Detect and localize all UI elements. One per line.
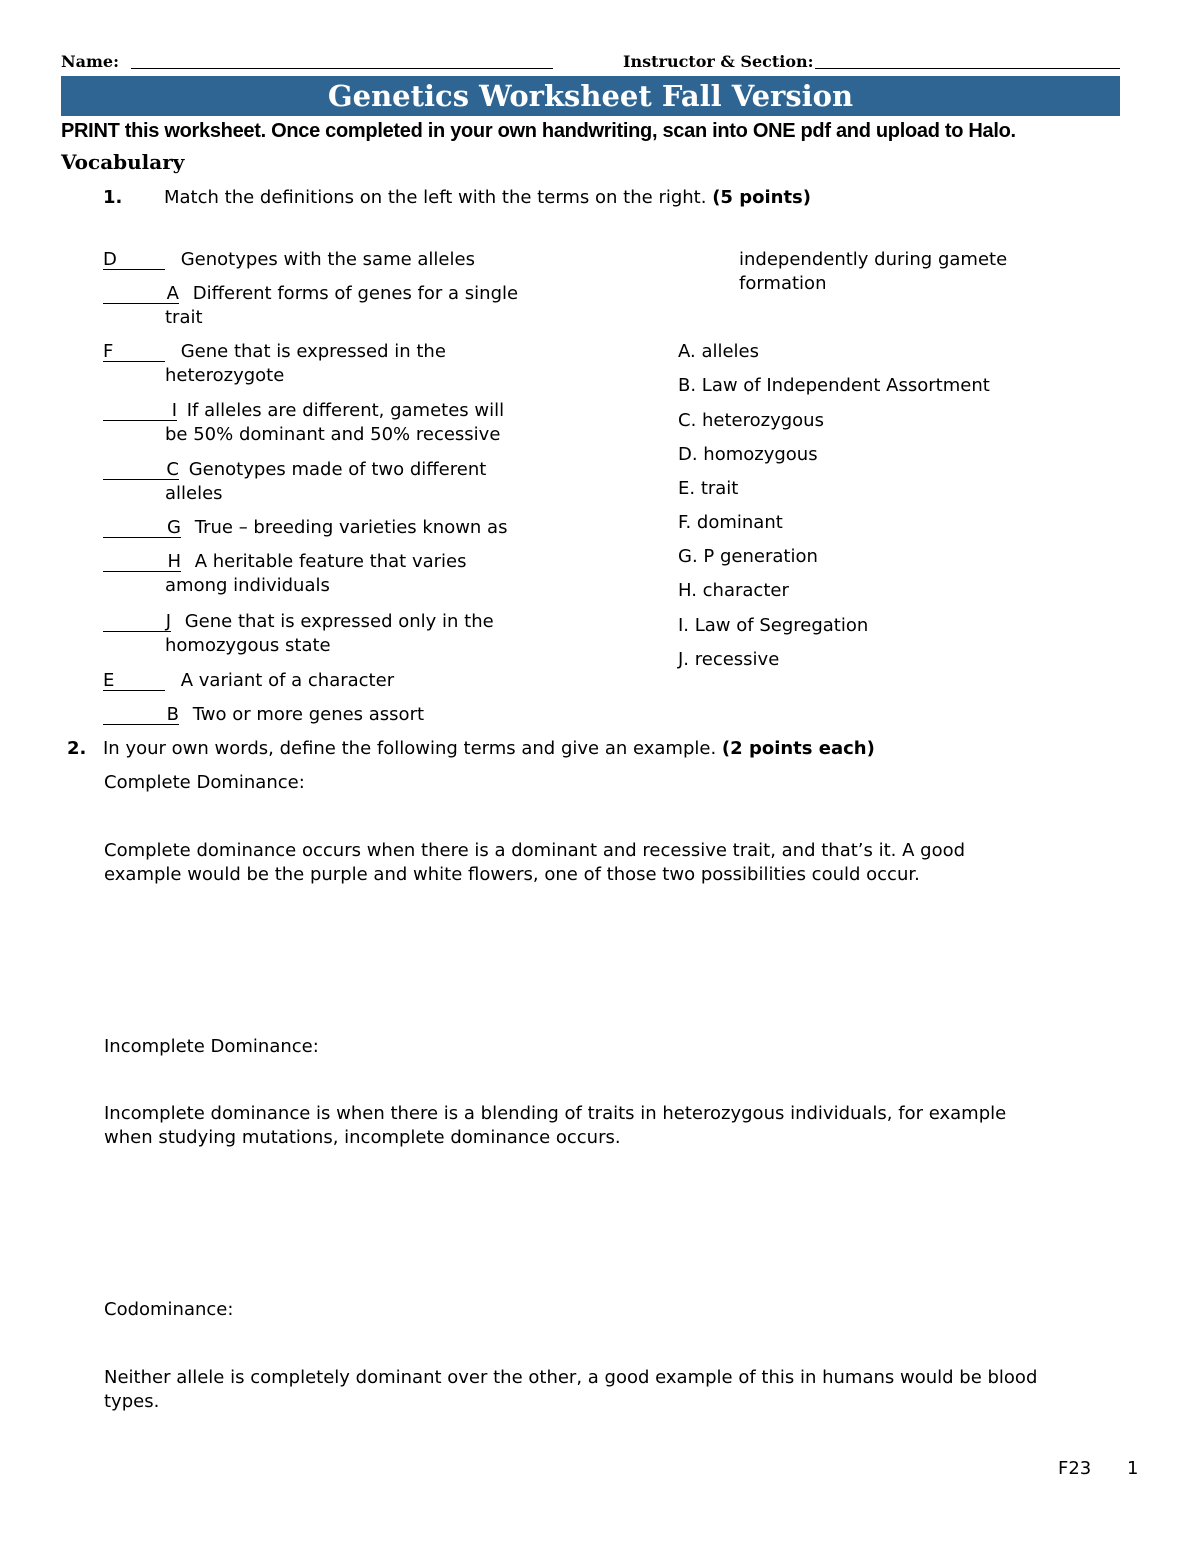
answer-blank[interactable] bbox=[103, 672, 165, 691]
definition-text: If alleles are different, gametes will bbox=[186, 400, 505, 421]
definition-text-cont: alleles bbox=[165, 483, 223, 504]
term-item: C. heterozygous bbox=[678, 410, 824, 431]
answer-blank[interactable] bbox=[103, 613, 171, 632]
answer-line: example would be the purple and white flowers, one of those two possibilities could occur. bbox=[104, 864, 920, 885]
term-label-codominance: Codominance: bbox=[104, 1299, 234, 1320]
term-label-incomplete-dominance: Incomplete Dominance: bbox=[104, 1036, 319, 1057]
definition-text: A heritable feature that varies bbox=[194, 551, 467, 572]
definition-item bbox=[103, 248, 563, 272]
footer-code: F23 bbox=[1058, 1458, 1092, 1479]
q1-prompt bbox=[164, 186, 811, 210]
definition-overflow bbox=[739, 248, 1007, 296]
term-item: D. homozygous bbox=[678, 444, 818, 465]
definition-item bbox=[103, 516, 563, 540]
title-banner bbox=[61, 76, 1120, 116]
answer-blank[interactable] bbox=[103, 706, 179, 725]
answer-codominance bbox=[104, 1366, 1144, 1414]
name-field-line[interactable] bbox=[131, 54, 553, 69]
definition-text: True – breeding varieties known as bbox=[194, 517, 508, 538]
term-item: A. alleles bbox=[678, 341, 759, 362]
definition-text-cont: heterozygote bbox=[165, 365, 285, 386]
answer-blank[interactable] bbox=[103, 251, 165, 270]
definition-text-cont: trait bbox=[165, 307, 203, 328]
instructor-section-label-text: Instructor & Section: bbox=[623, 52, 814, 71]
definition-item bbox=[103, 282, 563, 330]
name-label-text: Name: bbox=[61, 52, 120, 71]
q1-number: 1. bbox=[103, 187, 123, 208]
definition-text: A variant of a character bbox=[180, 670, 395, 691]
definition-item bbox=[103, 458, 563, 506]
q2-points: (2 points each) bbox=[721, 738, 875, 759]
definition-text: Genotypes with the same alleles bbox=[180, 249, 475, 270]
definition-item bbox=[103, 550, 563, 598]
answer-text: H bbox=[167, 551, 181, 572]
q1-prompt-text: Match the definitions on the left with the terms on the right. bbox=[164, 187, 707, 208]
answer-blank[interactable] bbox=[103, 343, 165, 362]
answer-blank[interactable] bbox=[103, 461, 179, 480]
definition-overflow-line2: formation bbox=[739, 273, 827, 294]
answer-blank[interactable] bbox=[103, 285, 179, 304]
answer-blank[interactable] bbox=[103, 553, 181, 572]
definition-text: Genotypes made of two different bbox=[188, 459, 487, 480]
answer-blank[interactable] bbox=[103, 402, 177, 421]
term-item: J. recessive bbox=[678, 649, 780, 670]
term-item: I. Law of Segregation bbox=[678, 615, 869, 636]
q1-points: (5 points) bbox=[712, 187, 811, 208]
definition-text: Different forms of genes for a single bbox=[192, 283, 519, 304]
definition-item bbox=[103, 340, 563, 388]
term-item: H. character bbox=[678, 580, 789, 601]
instructor-section-label bbox=[623, 52, 814, 71]
answer-line: when studying mutations, incomplete dominance occurs. bbox=[104, 1127, 621, 1148]
term-item: F. dominant bbox=[678, 512, 783, 533]
term-item: G. P generation bbox=[678, 546, 818, 567]
definition-text-cont: be 50% dominant and 50% recessive bbox=[165, 424, 501, 445]
answer-text: D bbox=[103, 249, 117, 270]
answer-line: Neither allele is completely dominant over the other, a good example of this in humans would be blood bbox=[104, 1367, 1038, 1388]
answer-line: Incomplete dominance is when there is a blending of traits in heterozygous individuals, for example bbox=[104, 1103, 1007, 1124]
definition-item bbox=[103, 399, 563, 447]
page-number: 1 bbox=[1127, 1458, 1139, 1479]
q2-number: 2. bbox=[67, 738, 87, 759]
definition-item bbox=[103, 610, 563, 658]
answer-text: F bbox=[103, 341, 114, 362]
answer-text: E bbox=[103, 670, 115, 691]
answer-text: G bbox=[167, 517, 181, 538]
page-title: Genetics Worksheet Fall Version bbox=[327, 79, 854, 113]
q2-prompt bbox=[103, 737, 875, 761]
definition-text-cont: homozygous state bbox=[165, 635, 331, 656]
answer-line: types. bbox=[104, 1391, 160, 1412]
definition-text: Gene that is expressed in the bbox=[180, 341, 446, 362]
q2-prompt-text: In your own words, define the following terms and give an example. bbox=[103, 738, 717, 759]
section-heading-vocabulary: Vocabulary bbox=[61, 150, 185, 174]
definition-text-cont: among individuals bbox=[165, 575, 330, 596]
term-item: E. trait bbox=[678, 478, 739, 499]
answer-complete-dominance bbox=[104, 839, 1134, 887]
definition-item bbox=[103, 669, 563, 693]
instructions: PRINT this worksheet. Once completed in your own handwriting, scan into ONE pdf and upload to Halo. bbox=[61, 120, 1016, 142]
definition-text: Gene that is expressed only in the bbox=[184, 611, 494, 632]
answer-line: Complete dominance occurs when there is a dominant and recessive trait, and that’s it. A good bbox=[104, 840, 966, 861]
answer-text: J bbox=[165, 611, 171, 632]
answer-text: A bbox=[166, 283, 179, 304]
answer-text: C bbox=[166, 459, 179, 480]
term-label-complete-dominance: Complete Dominance: bbox=[104, 772, 305, 793]
answer-text: B bbox=[166, 704, 179, 725]
answer-incomplete-dominance bbox=[104, 1102, 1134, 1150]
instructor-section-field-line[interactable] bbox=[815, 54, 1120, 69]
answer-text: I bbox=[171, 400, 177, 421]
term-item: B. Law of Independent Assortment bbox=[678, 375, 990, 396]
name-label bbox=[61, 52, 119, 71]
answer-blank[interactable] bbox=[103, 519, 181, 538]
definition-overflow-line1: independently during gamete bbox=[739, 249, 1008, 270]
definition-text: Two or more genes assort bbox=[192, 704, 425, 725]
definition-item bbox=[103, 703, 563, 727]
